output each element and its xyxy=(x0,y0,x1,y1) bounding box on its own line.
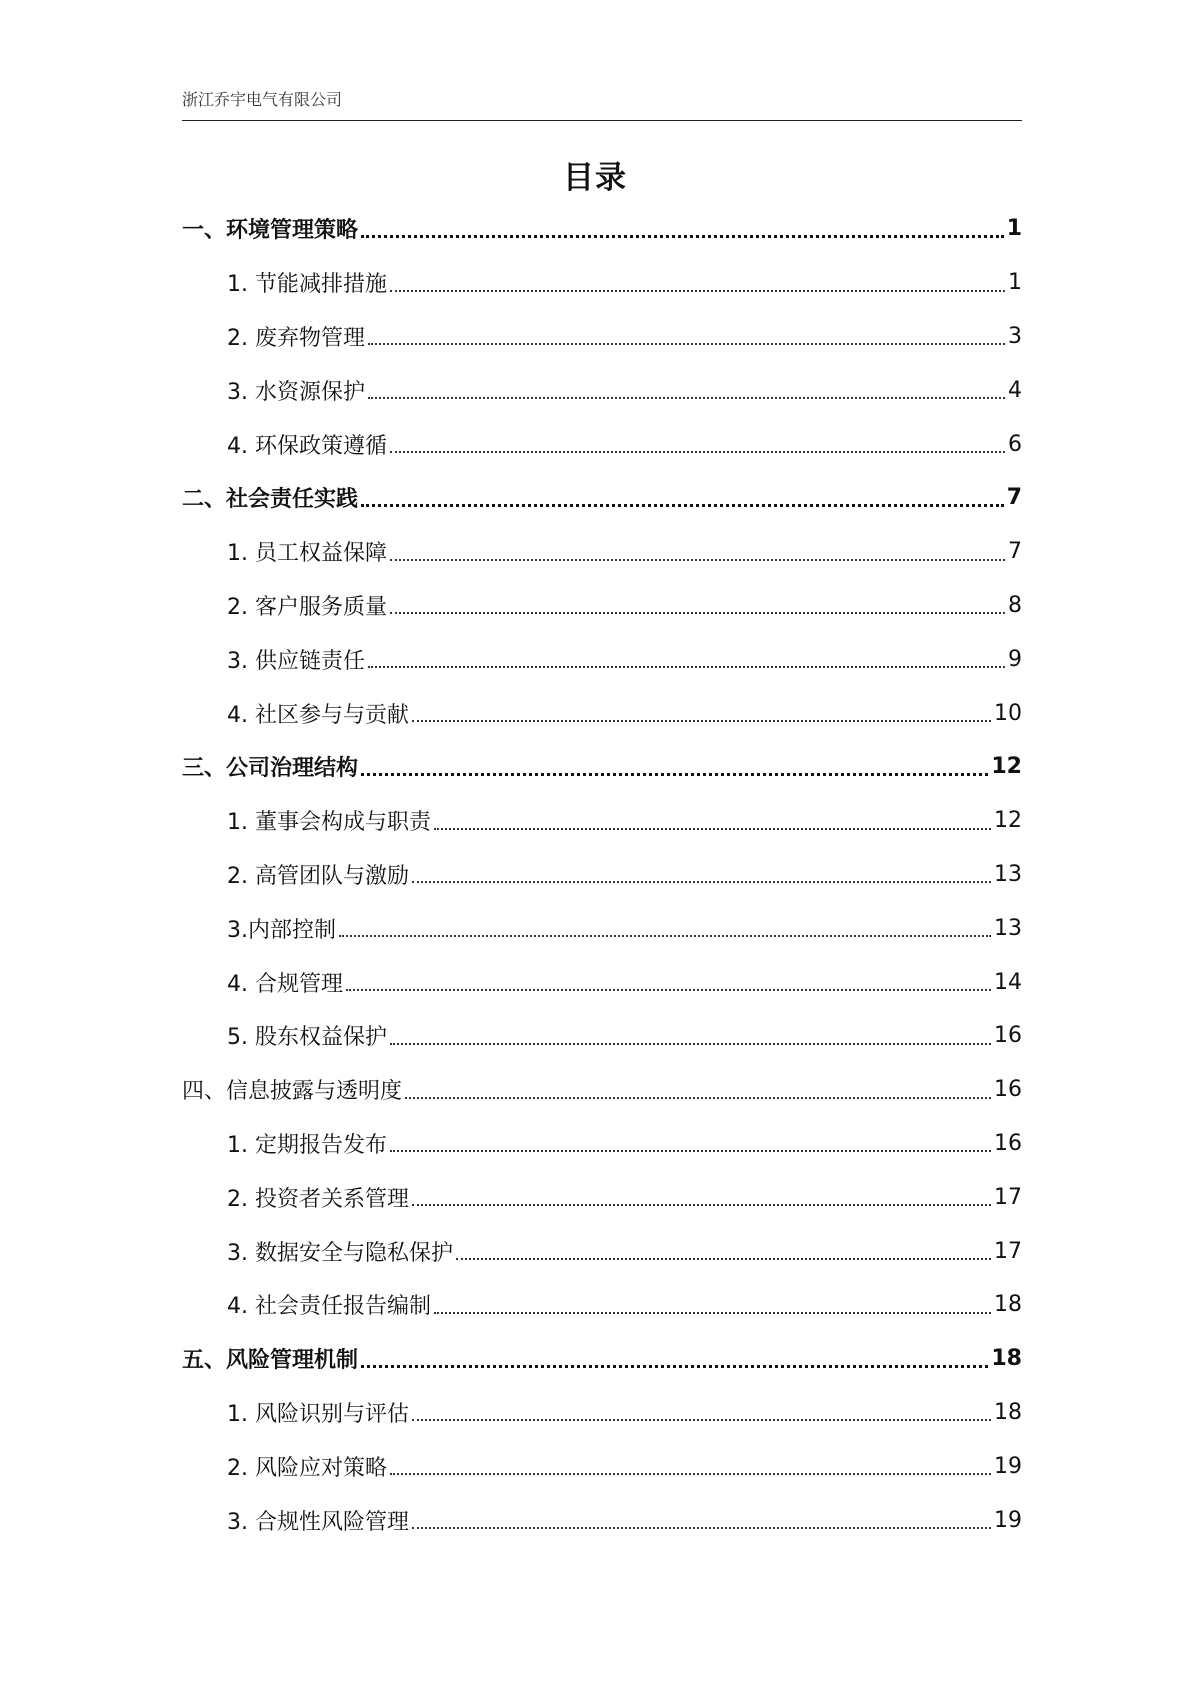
toc-entry-label: 2. 风险应对策略 xyxy=(227,1455,387,1481)
toc-entry-label: 3. 数据安全与隐私保护 xyxy=(227,1240,453,1266)
toc-dot-leader xyxy=(390,451,1005,453)
toc-entry-page-number: 16 xyxy=(994,1077,1022,1103)
toc-section-entry[interactable] xyxy=(182,740,1022,794)
toc-subsection-entry[interactable] xyxy=(182,1278,1022,1332)
toc-entry-label: 5. 股东权益保护 xyxy=(227,1025,387,1051)
toc-dot-leader xyxy=(405,1097,991,1099)
toc-entry-label: 1. 风险识别与评估 xyxy=(227,1401,409,1427)
toc-dot-leader xyxy=(368,666,1005,668)
toc-dot-leader xyxy=(434,1312,991,1314)
toc-entry-page-number: 13 xyxy=(994,861,1022,887)
toc-subsection-entry[interactable] xyxy=(182,1009,1022,1063)
toc-entry-label: 2. 客户服务质量 xyxy=(227,594,387,620)
toc-dot-leader xyxy=(412,881,991,883)
toc-subsection-entry[interactable] xyxy=(182,1170,1022,1224)
toc-subsection-entry[interactable] xyxy=(182,1493,1022,1547)
toc-entry-label: 4. 环保政策遵循 xyxy=(227,433,387,459)
toc-entry-page-number: 14 xyxy=(994,969,1022,995)
toc-dot-leader xyxy=(339,935,991,937)
toc-dot-leader xyxy=(412,720,991,722)
table-of-contents xyxy=(182,202,1022,1547)
toc-dot-leader xyxy=(412,1419,991,1421)
toc-dot-leader xyxy=(361,1365,988,1368)
toc-subsection-entry[interactable] xyxy=(182,256,1022,310)
toc-entry-page-number: 9 xyxy=(1008,646,1022,672)
toc-entry-label: 三、公司治理结构 xyxy=(182,756,359,782)
toc-entry-label: 3.内部控制 xyxy=(227,917,336,943)
toc-entry-label: 4. 合规管理 xyxy=(227,971,343,997)
toc-entry-label: 3. 水资源保护 xyxy=(227,379,365,405)
toc-entry-label: 1. 董事会构成与职责 xyxy=(227,810,431,836)
toc-entry-label: 2. 高管团队与激励 xyxy=(227,863,409,889)
toc-entry-label: 1. 定期报告发布 xyxy=(227,1132,387,1158)
toc-entry-page-number: 1 xyxy=(1006,216,1022,242)
toc-dot-leader xyxy=(390,559,1005,561)
toc-dot-leader xyxy=(368,397,1005,399)
toc-subsection-entry[interactable] xyxy=(182,686,1022,740)
toc-subsection-entry[interactable] xyxy=(182,901,1022,955)
toc-dot-leader xyxy=(456,1258,991,1260)
toc-dot-leader xyxy=(390,290,1005,292)
toc-entry-page-number: 13 xyxy=(994,915,1022,941)
toc-entry-page-number: 6 xyxy=(1008,431,1022,457)
toc-subsection-entry[interactable] xyxy=(182,310,1022,364)
toc-entry-page-number: 19 xyxy=(994,1507,1022,1533)
toc-entry-page-number: 16 xyxy=(994,1023,1022,1049)
toc-entry-page-number: 16 xyxy=(994,1130,1022,1156)
toc-dot-leader xyxy=(368,343,1005,345)
toc-dot-leader xyxy=(390,1473,991,1475)
toc-entry-label: 3. 供应链责任 xyxy=(227,648,365,674)
toc-section-entry[interactable] xyxy=(182,471,1022,525)
company-name: 浙江乔宇电气有限公司 xyxy=(182,90,343,109)
toc-entry-label: 五、风险管理机制 xyxy=(182,1348,359,1374)
toc-subsection-entry[interactable] xyxy=(182,955,1022,1009)
toc-section-entry[interactable] xyxy=(182,202,1022,256)
toc-entry-page-number: 8 xyxy=(1008,592,1022,618)
toc-entry-page-number: 12 xyxy=(991,754,1022,780)
toc-entry-label: 1. 员工权益保障 xyxy=(227,541,387,567)
toc-section-entry[interactable] xyxy=(182,1332,1022,1386)
toc-dot-leader xyxy=(390,612,1005,614)
toc-dot-leader xyxy=(412,1527,991,1529)
toc-entry-page-number: 17 xyxy=(994,1238,1022,1264)
toc-entry-page-number: 7 xyxy=(1006,485,1022,511)
toc-dot-leader xyxy=(390,1150,991,1152)
toc-dot-leader xyxy=(434,828,991,830)
toc-entry-label: 3. 合规性风险管理 xyxy=(227,1509,409,1535)
toc-entry-label: 2. 废弃物管理 xyxy=(227,325,365,351)
toc-entry-page-number: 1 xyxy=(1008,270,1022,296)
toc-entry-page-number: 12 xyxy=(994,808,1022,834)
toc-entry-label: 一、环境管理策略 xyxy=(182,218,359,244)
toc-entry-page-number: 17 xyxy=(994,1184,1022,1210)
toc-dot-leader xyxy=(361,235,1004,238)
toc-subsection-entry[interactable] xyxy=(182,417,1022,471)
toc-entry-page-number: 18 xyxy=(994,1292,1022,1318)
toc-entry-label: 4. 社区参与与贡献 xyxy=(227,702,409,728)
toc-dot-leader xyxy=(361,773,988,776)
toc-subsection-entry[interactable] xyxy=(182,579,1022,633)
toc-entry-page-number: 10 xyxy=(994,700,1022,726)
toc-entry-label: 4. 社会责任报告编制 xyxy=(227,1294,431,1320)
toc-entry-label: 四、信息披露与透明度 xyxy=(182,1079,403,1105)
toc-subsection-entry[interactable] xyxy=(182,1386,1022,1440)
toc-dot-leader xyxy=(361,504,1004,507)
toc-subsection-entry[interactable] xyxy=(182,1439,1022,1493)
toc-entry-page-number: 3 xyxy=(1008,323,1022,349)
toc-dot-leader xyxy=(412,1204,991,1206)
toc-entry-page-number: 18 xyxy=(994,1399,1022,1425)
toc-entry-page-number: 4 xyxy=(1008,377,1022,403)
toc-title: 目录 xyxy=(563,160,627,196)
toc-dot-leader xyxy=(346,989,991,991)
toc-subsection-entry[interactable] xyxy=(182,1224,1022,1278)
toc-subsection-entry[interactable] xyxy=(182,1117,1022,1171)
toc-entry-label: 2. 投资者关系管理 xyxy=(227,1186,409,1212)
toc-entry-page-number: 18 xyxy=(991,1346,1022,1372)
toc-subsection-entry[interactable] xyxy=(182,848,1022,902)
toc-subsection-entry[interactable] xyxy=(182,632,1022,686)
page-header xyxy=(182,88,1022,121)
toc-entry-page-number: 19 xyxy=(994,1453,1022,1479)
toc-dot-leader xyxy=(390,1043,991,1045)
toc-entry-label: 二、社会责任实践 xyxy=(182,487,359,513)
toc-subsection-entry[interactable] xyxy=(182,525,1022,579)
toc-section-entry[interactable] xyxy=(182,1063,1022,1117)
toc-entry-label: 1. 节能减排措施 xyxy=(227,272,387,298)
toc-subsection-entry[interactable] xyxy=(182,363,1022,417)
toc-entry-page-number: 7 xyxy=(1008,539,1022,565)
toc-subsection-entry[interactable] xyxy=(182,794,1022,848)
